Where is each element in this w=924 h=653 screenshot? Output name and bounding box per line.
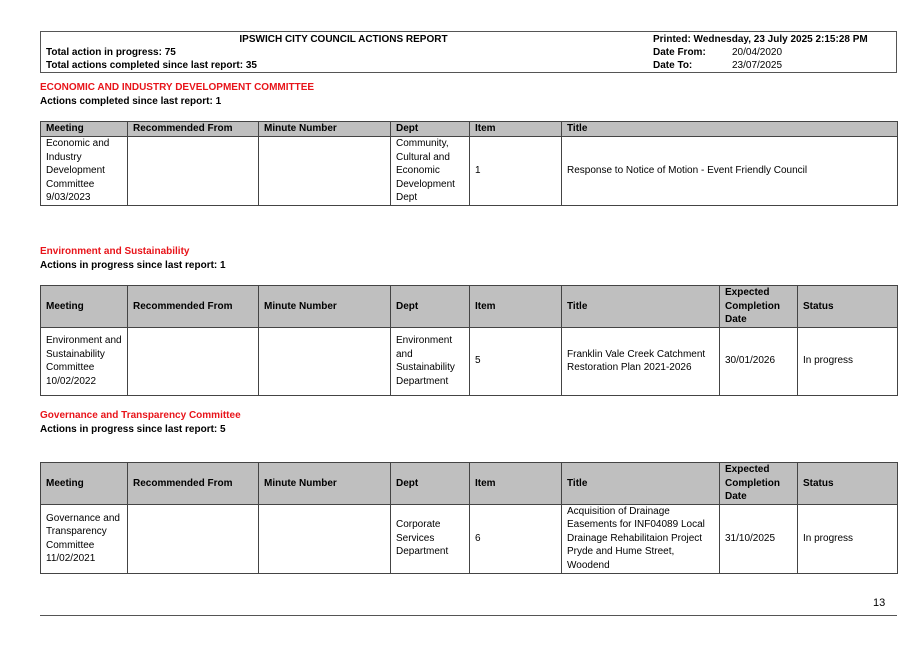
- report-title: IPSWICH CITY COUNCIL ACTIONS REPORT: [239, 34, 448, 45]
- col-dept: Dept: [391, 122, 470, 137]
- col-dept: Dept: [391, 286, 470, 328]
- date-to-label: Date To:: [653, 60, 693, 71]
- cell-title: Franklin Vale Creek Catchment Restoration Plan 2021-2026: [562, 327, 720, 395]
- total-in-progress: Total action in progress: 75: [46, 47, 176, 58]
- col-dept: Dept: [391, 463, 470, 505]
- table-header-row: [41, 463, 898, 505]
- section-title-environment: Environment and Sustainability: [40, 246, 190, 257]
- date-from-label: Date From:: [653, 47, 706, 58]
- table-row: [41, 137, 898, 206]
- cell-recommended-from: [128, 137, 259, 206]
- col-status: Status: [798, 286, 898, 328]
- cell-minute-number: [259, 327, 391, 395]
- col-title: Title: [562, 463, 720, 505]
- cell-dept: Environment and Sustainability Department: [391, 327, 470, 395]
- col-minute-number: Minute Number: [259, 122, 391, 137]
- date-to-value: 23/07/2025: [732, 60, 783, 71]
- cell-meeting: Economic and Industry Development Committee 9/03/2023: [41, 137, 128, 206]
- col-meeting: Meeting: [41, 122, 128, 137]
- col-expected-completion: Expected Completion Date: [720, 463, 798, 505]
- cell-item: 5: [470, 327, 562, 395]
- cell-recommended-from: [128, 327, 259, 395]
- col-title: Title: [562, 286, 720, 328]
- actions-table-governance: [40, 462, 898, 574]
- col-title: Title: [562, 122, 898, 137]
- col-item: Item: [470, 286, 562, 328]
- page-number: 13: [873, 597, 886, 609]
- col-status: Status: [798, 463, 898, 505]
- table-header-row: [41, 122, 898, 137]
- actions-table-economic: [40, 121, 898, 206]
- col-expected-completion: Expected Completion Date: [720, 286, 798, 328]
- cell-title: Response to Notice of Motion - Event Friendly Council: [562, 137, 898, 206]
- col-minute-number: Minute Number: [259, 463, 391, 505]
- date-from-value: 20/04/2020: [732, 47, 783, 58]
- cell-item: 1: [470, 137, 562, 206]
- section-title-governance: Governance and Transparency Committee: [40, 410, 241, 421]
- col-item: Item: [470, 463, 562, 505]
- col-recommended-from: Recommended From: [128, 286, 259, 328]
- cell-minute-number: [259, 504, 391, 573]
- col-item: Item: [470, 122, 562, 137]
- cell-status: In progress: [798, 504, 898, 573]
- cell-meeting: Governance and Transparency Committee 11/02/2021: [41, 504, 128, 573]
- col-minute-number: Minute Number: [259, 286, 391, 328]
- cell-item: 6: [470, 504, 562, 573]
- total-completed: Total actions completed since last report: 35: [46, 60, 257, 71]
- section-title-economic: ECONOMIC AND INDUSTRY DEVELOPMENT COMMITTEE: [40, 82, 315, 93]
- actions-table-environment: [40, 285, 898, 396]
- cell-dept: Corporate Services Department: [391, 504, 470, 573]
- col-meeting: Meeting: [41, 463, 128, 505]
- cell-minute-number: [259, 137, 391, 206]
- cell-title: Acquisition of Drainage Easements for INF04089 Local Drainage Rehabilitaion Project Pryde and Hume Street, Woodend: [562, 504, 720, 573]
- section-subtitle-governance: Actions in progress since last report: 5: [40, 424, 226, 435]
- section-subtitle-environment: Actions in progress since last report: 1: [40, 260, 226, 271]
- col-recommended-from: Recommended From: [128, 463, 259, 505]
- col-meeting: Meeting: [41, 286, 128, 328]
- section-subtitle-economic: Actions completed since last report: 1: [40, 96, 222, 107]
- table-row: [41, 327, 898, 395]
- cell-recommended-from: [128, 504, 259, 573]
- cell-dept: Community, Cultural and Economic Development Dept: [391, 137, 470, 206]
- report-header: [40, 31, 897, 73]
- footer-divider: [40, 615, 897, 616]
- cell-meeting: Environment and Sustainability Committee 10/02/2022: [41, 327, 128, 395]
- printed-timestamp: Printed: Wednesday, 23 July 2025 2:15:28 PM: [653, 34, 868, 45]
- cell-expected-completion: 30/01/2026: [720, 327, 798, 395]
- col-recommended-from: Recommended From: [128, 122, 259, 137]
- cell-status: In progress: [798, 327, 898, 395]
- table-row: [41, 504, 898, 573]
- table-header-row: [41, 286, 898, 328]
- cell-expected-completion: 31/10/2025: [720, 504, 798, 573]
